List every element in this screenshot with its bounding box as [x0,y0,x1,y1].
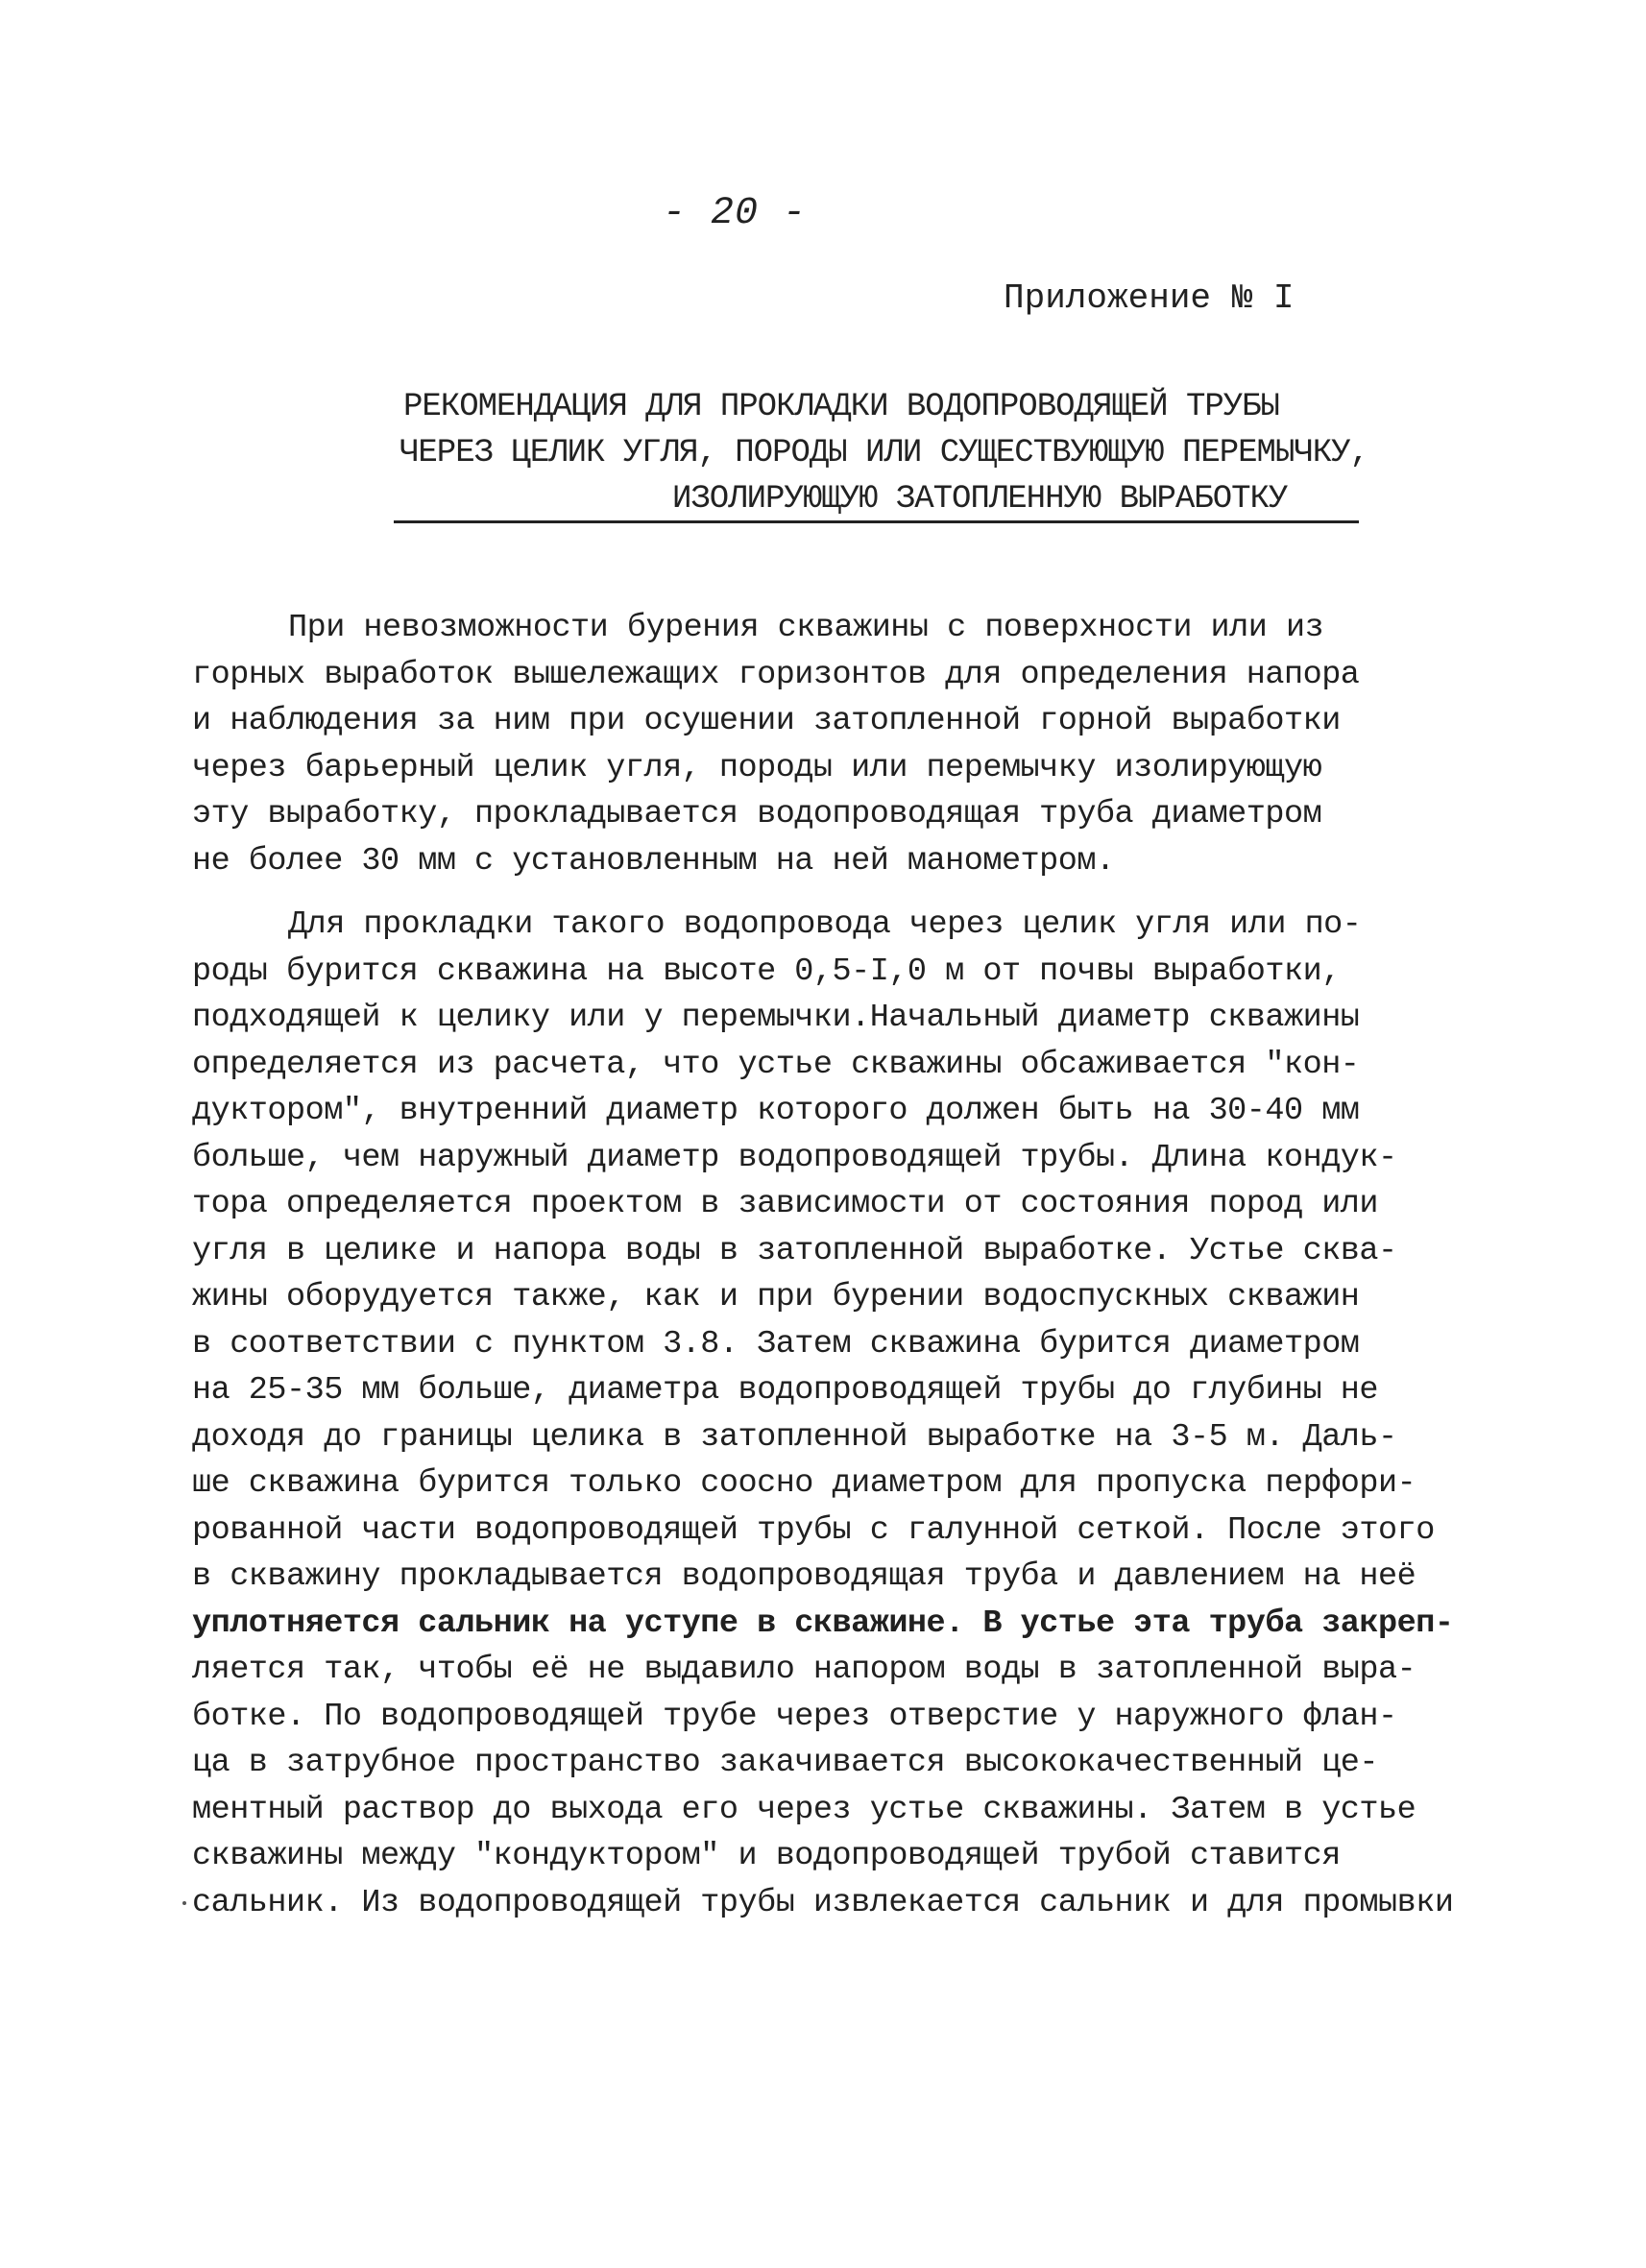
text-line: определяется из расчета, что устье скважины обсаживается "кон- [192,1046,1360,1083]
text-line: больше, чем наружный диаметр водопроводящей трубы. Длина кондук- [192,1139,1397,1176]
text-line: подходящей к целику или у перемычки.Начальный диаметр скважины [192,1000,1360,1036]
text-line: на 25-35 мм больше, диаметра водопроводящей трубы до глубины не [192,1372,1379,1409]
text-line: через барьерный целик угля, породы или перемычку изолирующую [192,749,1322,786]
text-line: рованной части водопроводящей трубы с галунной сеткой. После этого [192,1511,1435,1549]
appendix-label: Приложение № I [1004,278,1295,318]
text-line: сальник. Из водопроводящей трубы извлекается сальник и для промывки [192,1884,1454,1921]
text-line: скважины между "кондуктором" и водопроводящей трубой ставится [192,1838,1341,1874]
text-line: ляется так, чтобы её не выдавило напором воды в затопленной выра- [192,1652,1416,1688]
paragraph-1 [192,605,1469,884]
text-line: угля в целике и напора воды в затопленной выработке. Устье сква- [192,1232,1397,1269]
body-text [192,605,1469,1926]
text-line: Для прокладки такого водопровода через целик угля или по- [288,906,1362,943]
text-line: ца в затрубное пространство закачивается высококачественный це- [192,1745,1379,1781]
title-underline [394,520,1359,523]
text-line: ментный раствор до выхода его через устье скважины. Затем в устье [192,1791,1416,1828]
document-title [384,384,1383,522]
title-line-1: РЕКОМЕНДАЦИЯ ДЛЯ ПРОКЛАДКИ ВОДОПРОВОДЯЩЕЙ ТРУБЫ [403,389,1279,425]
text-line: тора определяется проектом в зависимости от состояния пород или [192,1186,1379,1222]
text-line: роды бурится скважина на высоте 0,5-I,0 м от почвы выработки, [192,953,1341,990]
text-line: горных выработок вышележащих горизонтов для определения напора [192,656,1360,693]
text-line: ше скважина бурится только соосно диаметром для пропуска перфори- [192,1465,1416,1502]
title-line-3: ИЗОЛИРУЮЩУЮ ЗАТОПЛЕННУЮ ВЫРАБОТКУ [672,481,1288,518]
text-line: эту выработку, прокладывается водопроводящая труба диаметром [192,796,1322,832]
paragraph-gap [192,884,1469,902]
scan-speck [182,1901,186,1905]
text-line: не более 30 мм с установленным на ней манометром. [192,842,1115,880]
page-number: - 20 - [663,192,808,235]
text-line: ботке. По водопроводящей трубе через отверстие у наружного флан- [192,1698,1397,1735]
text-line: При невозможности бурения скважины с поверхности или из [288,610,1324,646]
text-line: и наблюдения за ним при осушении затопленной горной выработки [192,703,1341,739]
paragraph-2 [192,902,1469,1926]
text-line: в соответствии с пунктом 3.8. Затем скважина бурится диаметром [192,1325,1360,1363]
text-line: жины оборудуется также, как и при бурении водоспускных скважин [192,1279,1360,1315]
text-line: доходя до границы целика в затопленной выработке на 3-5 м. Даль- [192,1418,1397,1456]
title-line-2: ЧЕРЕЗ ЦЕЛИК УГЛЯ, ПОРОДЫ ИЛИ СУЩЕСТВУЮЩУЮ ПЕРЕМЫЧКУ, [399,435,1368,471]
text-line: дуктором", внутренний диаметр которого должен быть на 30-40 мм [192,1093,1360,1129]
text-line: уплотняется сальник на уступе в скважине. В устье эта труба закреп- [192,1604,1454,1642]
text-line: в скважину прокладывается водопроводящая труба и давлением на неё [192,1558,1416,1595]
